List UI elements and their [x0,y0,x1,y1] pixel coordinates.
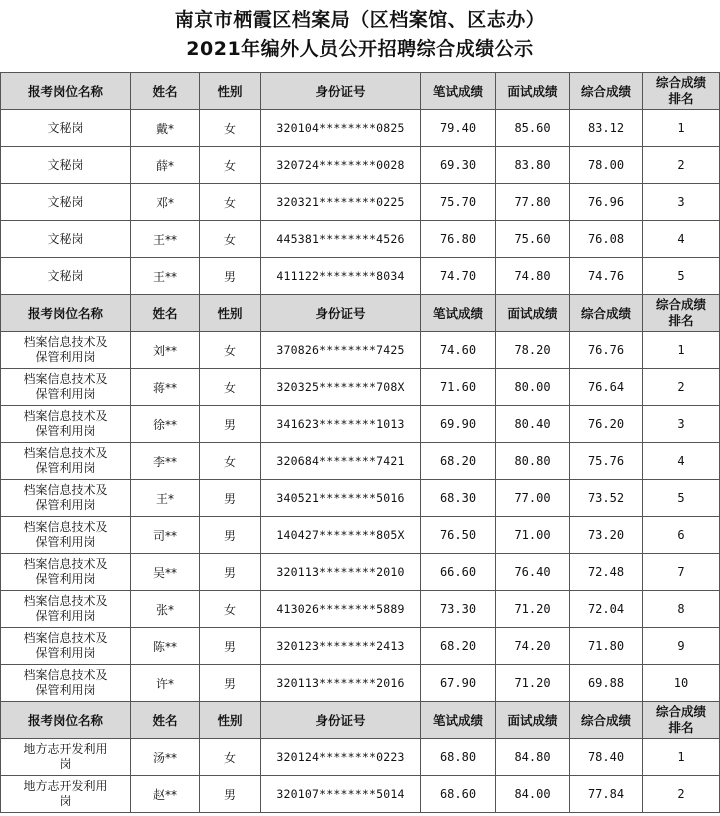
results-table [0,72,720,813]
cell-id-number: 320123********2413 [261,628,421,665]
cell-name: 吴** [131,554,200,591]
cell-name: 徐** [131,406,200,443]
cell-position: 档案信息技术及保管利用岗 [1,591,131,628]
cell-position: 地方志开发利用岗 [1,776,131,813]
header-position: 报考岗位名称 [1,702,131,739]
cell-gender: 女 [200,591,261,628]
header-name: 姓名 [131,73,200,110]
cell-id-number: 320684********7421 [261,443,421,480]
cell-name: 司** [131,517,200,554]
cell-rank: 3 [643,406,720,443]
cell-id-number: 320321********0225 [261,184,421,221]
cell-position: 文秘岗 [1,147,131,184]
cell-position: 文秘岗 [1,184,131,221]
table-row [1,332,720,369]
cell-interview-score: 71.00 [496,517,570,554]
cell-id-number: 413026********5889 [261,591,421,628]
cell-written-score: 69.30 [421,147,496,184]
cell-name: 刘** [131,332,200,369]
cell-rank: 3 [643,184,720,221]
cell-name: 王** [131,258,200,295]
header-rank: 综合成绩排名 [643,73,720,110]
cell-name: 张* [131,591,200,628]
cell-gender: 男 [200,258,261,295]
cell-gender: 男 [200,554,261,591]
cell-gender: 女 [200,739,261,776]
header-total-score: 综合成绩 [570,702,643,739]
header-written-score: 笔试成绩 [421,295,496,332]
cell-rank: 1 [643,332,720,369]
header-position: 报考岗位名称 [1,73,131,110]
header-gender: 性别 [200,295,261,332]
table-row [1,443,720,480]
table-row [1,554,720,591]
table-row [1,110,720,147]
cell-gender: 男 [200,480,261,517]
header-name: 姓名 [131,702,200,739]
cell-rank: 1 [643,739,720,776]
cell-interview-score: 84.80 [496,739,570,776]
title-line-1: 南京市栖霞区档案局（区档案馆、区志办） [174,9,546,31]
cell-rank: 2 [643,147,720,184]
cell-rank: 10 [643,665,720,702]
cell-written-score: 68.30 [421,480,496,517]
cell-interview-score: 83.80 [496,147,570,184]
cell-name: 王* [131,480,200,517]
header-interview-score: 面试成绩 [496,702,570,739]
table-row [1,739,720,776]
cell-id-number: 370826********7425 [261,332,421,369]
cell-rank: 8 [643,591,720,628]
cell-total-score: 71.80 [570,628,643,665]
cell-interview-score: 75.60 [496,221,570,258]
cell-interview-score: 71.20 [496,665,570,702]
cell-interview-score: 74.80 [496,258,570,295]
header-row [1,702,720,739]
cell-total-score: 72.04 [570,591,643,628]
cell-rank: 5 [643,258,720,295]
cell-name: 邓* [131,184,200,221]
header-total-score: 综合成绩 [570,295,643,332]
header-id-number: 身份证号 [261,295,421,332]
header-rank: 综合成绩排名 [643,295,720,332]
cell-gender: 女 [200,332,261,369]
cell-total-score: 77.84 [570,776,643,813]
cell-position: 档案信息技术及保管利用岗 [1,480,131,517]
cell-written-score: 68.20 [421,628,496,665]
cell-gender: 女 [200,369,261,406]
cell-name: 陈** [131,628,200,665]
document-title [0,0,720,72]
cell-total-score: 74.76 [570,258,643,295]
cell-name: 赵** [131,776,200,813]
header-written-score: 笔试成绩 [421,702,496,739]
cell-position: 档案信息技术及保管利用岗 [1,665,131,702]
cell-interview-score: 74.20 [496,628,570,665]
table-row [1,147,720,184]
table-row [1,591,720,628]
cell-id-number: 341623********1013 [261,406,421,443]
header-interview-score: 面试成绩 [496,295,570,332]
header-total-score: 综合成绩 [570,73,643,110]
header-position: 报考岗位名称 [1,295,131,332]
table-row [1,517,720,554]
cell-rank: 4 [643,221,720,258]
cell-rank: 5 [643,480,720,517]
cell-written-score: 71.60 [421,369,496,406]
header-id-number: 身份证号 [261,73,421,110]
cell-total-score: 76.08 [570,221,643,258]
cell-id-number: 320107********5014 [261,776,421,813]
cell-interview-score: 76.40 [496,554,570,591]
cell-position: 文秘岗 [1,258,131,295]
cell-gender: 女 [200,110,261,147]
cell-written-score: 74.60 [421,332,496,369]
header-row [1,295,720,332]
cell-position: 文秘岗 [1,221,131,258]
cell-position: 档案信息技术及保管利用岗 [1,332,131,369]
cell-total-score: 78.00 [570,147,643,184]
cell-id-number: 340521********5016 [261,480,421,517]
cell-rank: 1 [643,110,720,147]
header-rank: 综合成绩排名 [643,702,720,739]
cell-total-score: 76.96 [570,184,643,221]
cell-total-score: 76.20 [570,406,643,443]
header-id-number: 身份证号 [261,702,421,739]
table-row [1,406,720,443]
cell-gender: 男 [200,628,261,665]
cell-interview-score: 80.80 [496,443,570,480]
cell-written-score: 69.90 [421,406,496,443]
cell-id-number: 320113********2016 [261,665,421,702]
cell-written-score: 75.70 [421,184,496,221]
cell-total-score: 69.88 [570,665,643,702]
cell-gender: 女 [200,184,261,221]
cell-written-score: 79.40 [421,110,496,147]
cell-interview-score: 80.40 [496,406,570,443]
cell-written-score: 68.80 [421,739,496,776]
cell-id-number: 320325********708X [261,369,421,406]
cell-id-number: 320113********2010 [261,554,421,591]
cell-name: 汤** [131,739,200,776]
cell-total-score: 75.76 [570,443,643,480]
header-gender: 性别 [200,702,261,739]
table-row [1,628,720,665]
cell-name: 薛* [131,147,200,184]
table-row [1,258,720,295]
cell-total-score: 83.12 [570,110,643,147]
cell-position: 档案信息技术及保管利用岗 [1,554,131,591]
cell-gender: 男 [200,406,261,443]
cell-gender: 女 [200,443,261,480]
cell-id-number: 140427********805X [261,517,421,554]
cell-name: 王** [131,221,200,258]
cell-position: 档案信息技术及保管利用岗 [1,443,131,480]
table-row [1,776,720,813]
cell-interview-score: 77.80 [496,184,570,221]
cell-name: 蒋** [131,369,200,406]
cell-gender: 女 [200,221,261,258]
cell-position: 地方志开发利用岗 [1,739,131,776]
table-row [1,221,720,258]
cell-id-number: 320124********0223 [261,739,421,776]
title-line-2: 2021年编外人员公开招聘综合成绩公示 [186,38,534,60]
cell-total-score: 73.52 [570,480,643,517]
header-interview-score: 面试成绩 [496,73,570,110]
table-row [1,480,720,517]
header-row [1,73,720,110]
cell-position: 档案信息技术及保管利用岗 [1,628,131,665]
cell-id-number: 411122********8034 [261,258,421,295]
cell-total-score: 72.48 [570,554,643,591]
cell-gender: 男 [200,665,261,702]
cell-written-score: 67.90 [421,665,496,702]
cell-id-number: 320104********0825 [261,110,421,147]
cell-interview-score: 78.20 [496,332,570,369]
cell-position: 档案信息技术及保管利用岗 [1,406,131,443]
cell-rank: 2 [643,369,720,406]
cell-name: 戴* [131,110,200,147]
cell-interview-score: 84.00 [496,776,570,813]
cell-written-score: 66.60 [421,554,496,591]
cell-rank: 7 [643,554,720,591]
cell-written-score: 74.70 [421,258,496,295]
cell-rank: 4 [643,443,720,480]
table-row [1,665,720,702]
cell-written-score: 76.80 [421,221,496,258]
cell-interview-score: 80.00 [496,369,570,406]
cell-interview-score: 85.60 [496,110,570,147]
cell-position: 档案信息技术及保管利用岗 [1,517,131,554]
cell-total-score: 76.76 [570,332,643,369]
cell-rank: 2 [643,776,720,813]
table-row [1,369,720,406]
cell-written-score: 68.60 [421,776,496,813]
table-row [1,184,720,221]
cell-total-score: 76.64 [570,369,643,406]
cell-written-score: 73.30 [421,591,496,628]
cell-position: 文秘岗 [1,110,131,147]
cell-position: 档案信息技术及保管利用岗 [1,369,131,406]
cell-gender: 女 [200,147,261,184]
cell-interview-score: 71.20 [496,591,570,628]
header-name: 姓名 [131,295,200,332]
cell-gender: 男 [200,776,261,813]
header-written-score: 笔试成绩 [421,73,496,110]
cell-id-number: 320724********0028 [261,147,421,184]
cell-rank: 6 [643,517,720,554]
cell-total-score: 73.20 [570,517,643,554]
cell-name: 李** [131,443,200,480]
cell-interview-score: 77.00 [496,480,570,517]
cell-rank: 9 [643,628,720,665]
cell-written-score: 76.50 [421,517,496,554]
header-gender: 性别 [200,73,261,110]
table-body [1,73,720,813]
cell-name: 许* [131,665,200,702]
cell-written-score: 68.20 [421,443,496,480]
cell-total-score: 78.40 [570,739,643,776]
cell-gender: 男 [200,517,261,554]
cell-id-number: 445381********4526 [261,221,421,258]
